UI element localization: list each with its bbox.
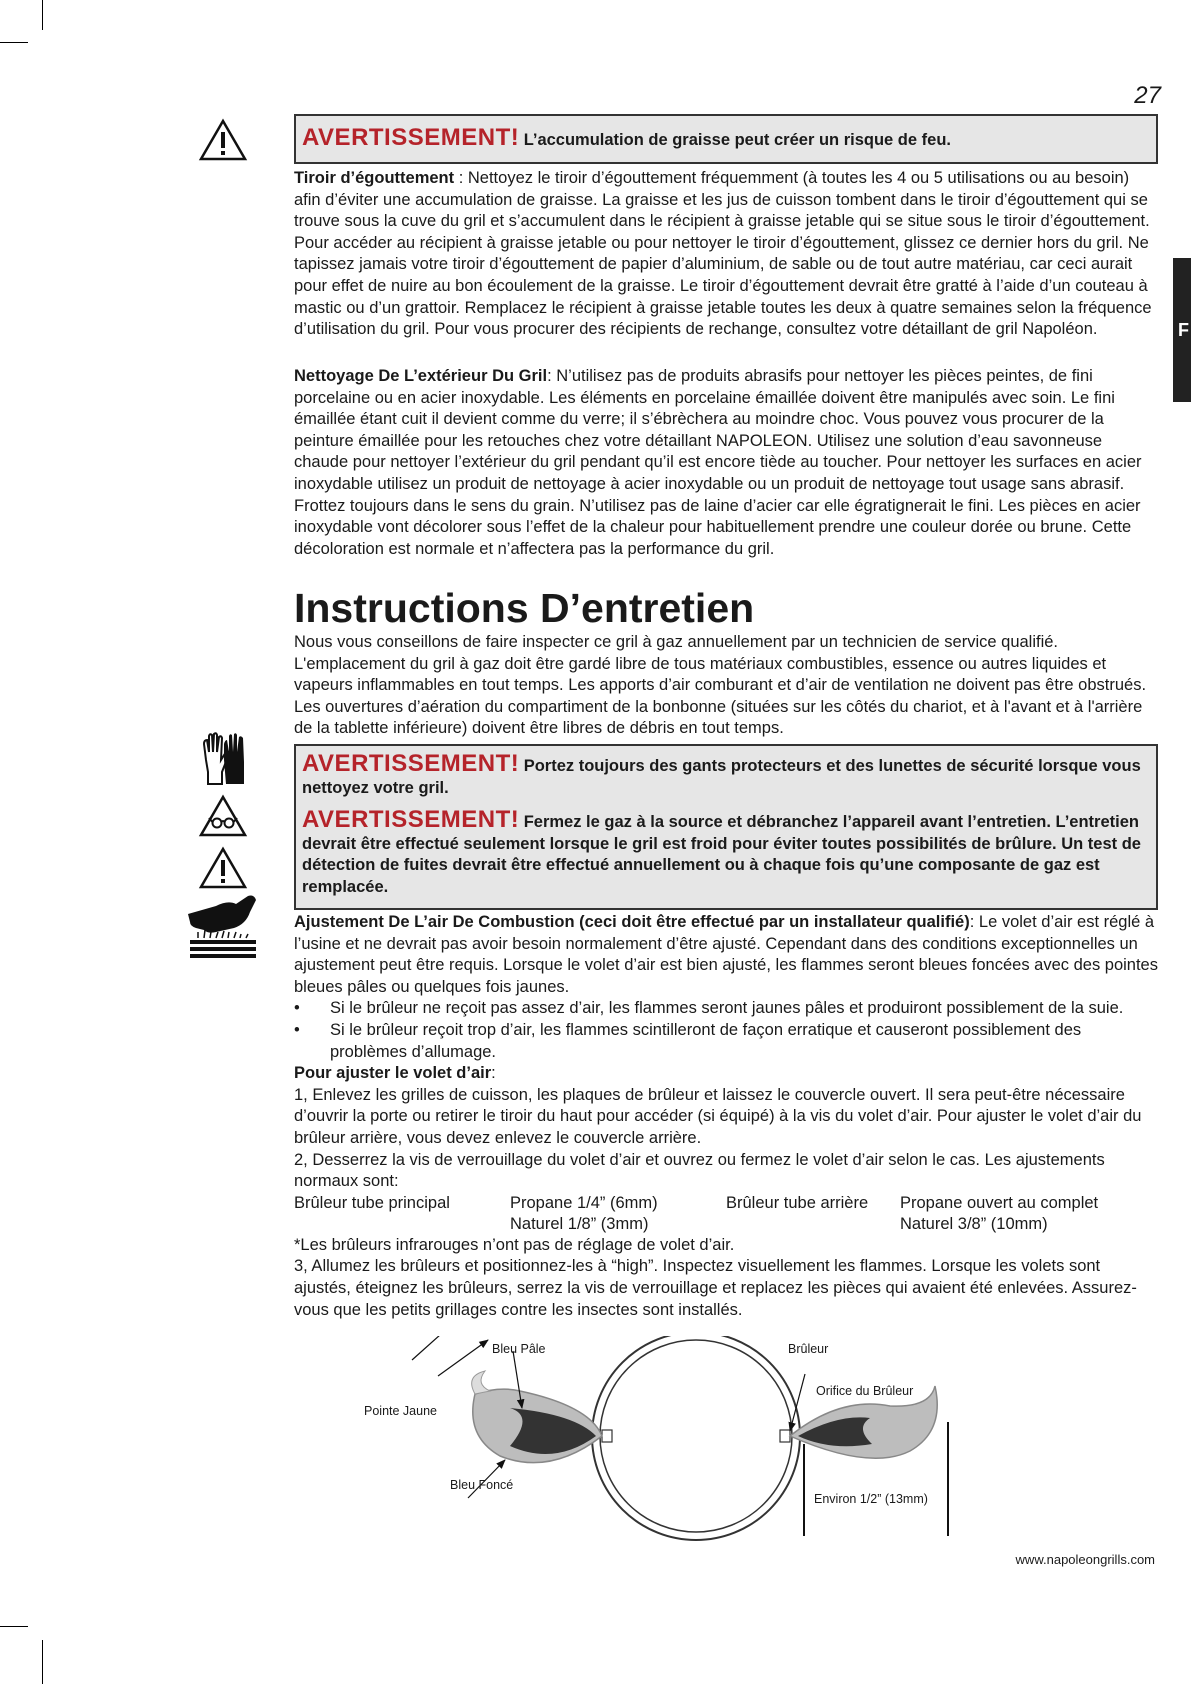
- drip-tray-label: Tiroir d’égouttement: [294, 169, 455, 187]
- infrared-note: *Les brûleurs infrarouges n’ont pas de réglage de volet d’air.: [294, 1235, 735, 1254]
- step-1: 1, Enlevez les grilles de cuisson, les plaques de brûleur et laissez le couvercle ouvert. Il sera peut-être nécessaire d’ouvrir la porte ou retirer le tiroir du haut pour accéder (si équipé) à la vis du volet d’air. Pour ajuster le volet d’air du brûleur arrière, vous devez enlevez le couvercle arrière.: [294, 1085, 1142, 1147]
- page-number: 27: [1134, 82, 1161, 109]
- exterior-cleaning-label: Nettoyage De L’extérieur Du Gril: [294, 367, 548, 385]
- intro-text: Nous vous conseillons de faire inspecter ce gril à gaz annuellement par un technicien de service qualifié. L'emplacement du gril à gaz doit être gardé libre de tous matériaux combustibles, essence ou autres liquides et vapeurs inflammables en tout temps. Les apports d’air comburant et d’air de ventilation ne doivent pas être obstrués. Les ouvertures d’aération du compartiment de la bonbonne (situées sur les côtés du chariot, et à l'avant et à l'arrière de la tablette inférieure) doivent être libres de débris en tout temps.: [294, 633, 1147, 738]
- warning-text: L’accumulation de graisse peut créer un risque de feu.: [523, 131, 951, 149]
- crop-mark: [42, 1640, 43, 1684]
- maintenance-heading-block: [294, 586, 1160, 630]
- label-burner: Brûleur: [788, 1342, 829, 1356]
- warning-title: AVERTISSEMENT!: [302, 750, 520, 777]
- air-adjustment-label: Ajustement De L’air De Combustion (ceci doit être effectué par un installateur qualifié): [294, 913, 970, 931]
- rear-burner-label: Brûleur tube arrière: [726, 1193, 869, 1212]
- label-dark-blue: Bleu Foncé: [450, 1478, 514, 1492]
- warning-box-cleaning-safety: [294, 744, 1158, 910]
- settings-table: [294, 1193, 1160, 1235]
- hot-surface-icon: [186, 894, 260, 958]
- list-item-text: Si le brûleur ne reçoit pas assez d’air, les flammes seront jaunes pâles et produiront possiblement de la suie.: [330, 999, 1124, 1018]
- exterior-cleaning-section: [294, 366, 1160, 560]
- drip-tray-text: : Nettoyez le tiroir d’égouttement fréquemment (à toutes les 4 ou 5 utilisations ou au besoin) afin d’éviter une accumulation de graisse. La graisse et les jus de cuisson tombent dans le tiroir d’égouttement qui se trouve sous la cuve du gril et s’accumulent dans le récipient à graisse jetable qui se situe sous le tiroir d’égouttement. Pour accéder au récipient à graisse jetable ou pour nettoyer le tiroir d’égouttement, glissez ce dernier hors du gril. Ne tapissez jamais votre tiroir d’égouttement de papier d’aluminium, de sable ou de tout autre matériau, car ceci aurait pour effet de nuire au bon écoulement de la graisse. Le tiroir d’égouttement devrait être gratté à l’aide d’un couteau à mastic ou d’un grattoir. Remplacez le récipient à graisse jetable toutes les deux à quatre semaines selon la fréquence d’utilisation du gril. Pour vous procurer des récipients de rechange, consultez votre détaillant de gril Napoléon.: [294, 169, 1152, 339]
- footer-url: www.napoleongrills.com: [1015, 1552, 1155, 1567]
- main-burner-label: Brûleur tube principal: [294, 1193, 450, 1212]
- intro-section: [294, 632, 1160, 740]
- warning-triangle-icon: [198, 846, 248, 890]
- step-2: 2, Desserrez la vis de verrouillage du volet d’air et ouvrez ou fermez le volet d’air selon le cas. Les ajustements normaux sont:: [294, 1150, 1105, 1191]
- warning-triangle-icon: [198, 118, 248, 162]
- air-adjustment-section: [294, 912, 1160, 1321]
- language-tab: F: [1173, 258, 1191, 402]
- crop-mark: [42, 0, 43, 30]
- warning-title: AVERTISSEMENT!: [302, 805, 520, 833]
- list-item-text: Si le brûleur reçoit trop d’air, les flammes scintilleront de façon erratique et causeront possiblement des problèmes d’allumage.: [330, 1020, 1082, 1061]
- exterior-cleaning-text: : N’utilisez pas de produits abrasifs pour nettoyer les pièces peintes, de fini porcelaine ou en acier inoxydable. Les éléments en porcelaine émaillée doivent être manipulés avec soin. Le fini émaillée étant cuit il devient comme du verre; il s’ébrèchera au moindre choc. Vous pouvez vous procurer de la peinture émaillée pour les retouches chez votre détaillant NAPOLEON. Utilisez une solution d’eau savonneuse chaude pour nettoyer l’extérieur du gril pendant qu’il est encore tiède au toucher. Pour nettoyer les surfaces en acier inoxydable utilisez un produit de nettoyage à acier inoxydable ou un produit de nettoyage tout usage sans abrasif. Frottez toujours dans le sens du grain. N’utilisez pas de laine d’acier car elle égratignerait le fini. Les pièces en acier inoxydable vont décolorer sous l’effet de la chaleur pour habituellement prendre une couleur dorée ou brune. Cette décoloration est normale et n’affectera pas la performance du gril.: [294, 367, 1142, 558]
- step-3: 3, Allumez les brûleurs et positionnez-les à “high”. Inspectez visuellement les flammes. Lorsque les volets sont ajustés, éteignez les brûleurs, serrez la vis de verrouillage et replacez les pièces qui avaient été enlevées. Assurez-vous que les petits grillages contre les insectes sont installés.: [294, 1257, 1137, 1319]
- flame-diagram: [350, 1336, 970, 1546]
- label-distance: Environ 1/2” (13mm): [814, 1492, 928, 1506]
- main-burner-natural: Naturel 1/8” (3mm): [510, 1214, 649, 1233]
- warning-box-grease: [294, 114, 1158, 164]
- drip-tray-section: [294, 168, 1160, 341]
- gloves-icon: [200, 730, 250, 786]
- label-pale-blue: Bleu Pâle: [492, 1342, 546, 1356]
- label-orifice: Orifice du Brûleur: [816, 1384, 914, 1398]
- list-item: • Si le brûleur ne reçoit pas assez d’air, les flammes seront jaunes pâles et produiront possiblement de la suie.: [294, 998, 1160, 1020]
- rear-burner-natural: Naturel 3/8” (10mm): [900, 1214, 1048, 1233]
- warning-text: Fermez le gaz à la source et débranchez l’appareil avant l’entretien. L’entretien devrait être effectué seulement lorsque le gril est froid pour éviter toutes possibilités de brûlure. Un test de détection de fuites devrait être effectué annuellement ou à chaque fois qu’une composante de gaz est remplacée.: [302, 812, 1141, 896]
- rear-burner-propane: Propane ouvert au complet: [900, 1193, 1099, 1212]
- adjust-label: Pour ajuster le volet d’air: [294, 1064, 492, 1083]
- crop-mark: [0, 42, 28, 43]
- crop-mark: [0, 1626, 28, 1627]
- air-adjustment-text: : Le volet d’air est réglé à l’usine et ne devrait pas avoir besoin normalement d’être ajusté. Cependant dans des conditions exceptionnelles un ajustement peut être requis. Lorsque le volet d’air est bien ajusté, les flammes seront bleues foncées avec des pointes bleues pâles ou quelques fois jaunes.: [294, 913, 1158, 996]
- label-yellow-tip: Pointe Jaune: [364, 1404, 437, 1418]
- safety-glasses-icon: [198, 794, 248, 838]
- main-burner-propane: Propane 1/4” (6mm): [510, 1193, 658, 1212]
- page-title: Instructions D’entretien: [294, 585, 755, 631]
- warning-text: Portez toujours des gants protecteurs et des lunettes de sécurité lorsque vous nettoyez votre gril.: [302, 757, 1141, 797]
- list-item: • Si le brûleur reçoit trop d’air, les flammes scintilleront de façon erratique et causeront possiblement des problèmes d’allumage.: [294, 1020, 1160, 1063]
- warning-title: AVERTISSEMENT!: [302, 124, 520, 151]
- burner-tube-shape: [592, 1336, 800, 1540]
- adjust-label-colon: :: [491, 1064, 496, 1083]
